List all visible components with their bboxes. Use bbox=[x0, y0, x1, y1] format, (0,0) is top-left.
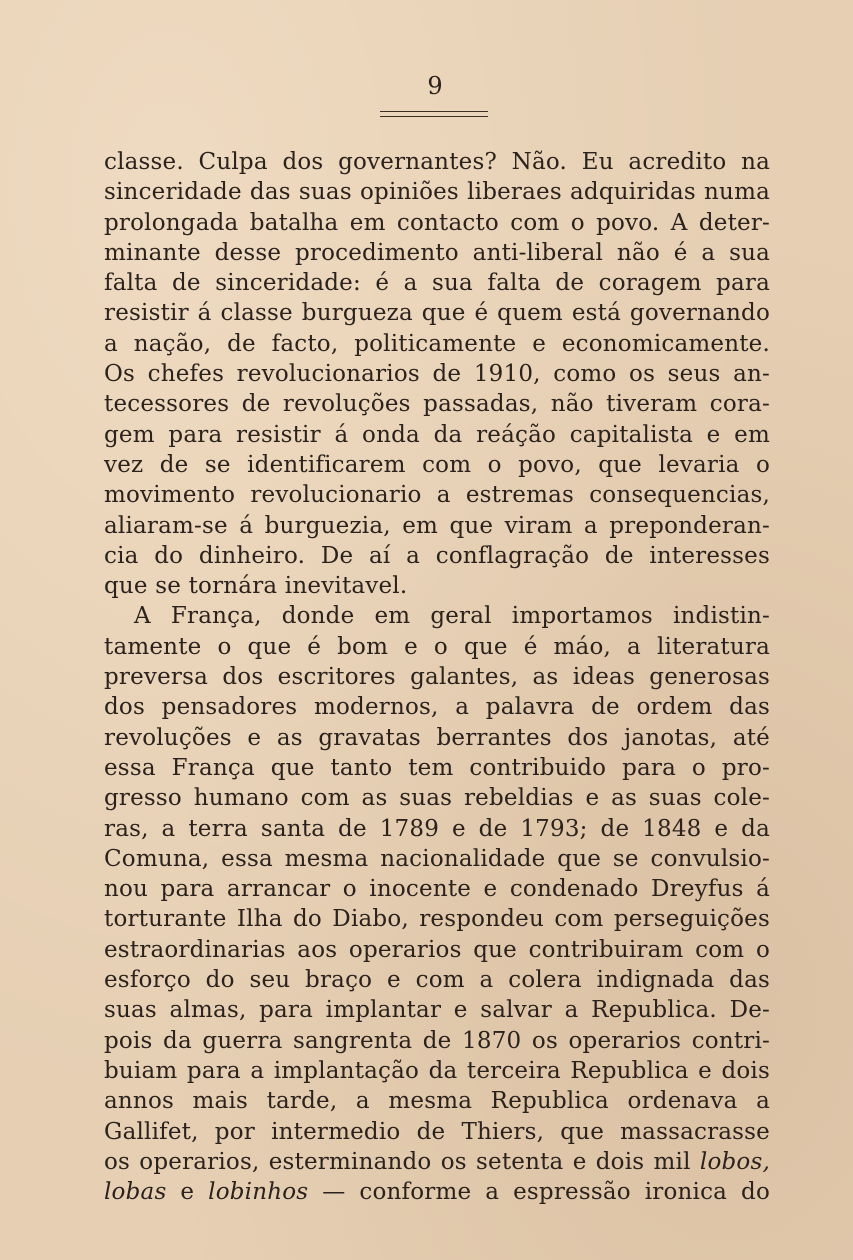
text-line: revoluções e as gravatas berrantes dos janotas, até bbox=[104, 724, 770, 751]
text-line: Gallifet, por intermedio de Thiers, que massacrasse bbox=[104, 1118, 770, 1145]
text-line: que se tornára inevitavel. bbox=[104, 573, 408, 600]
text-line: dos pensadores modernos, a palavra de ordem das bbox=[104, 694, 770, 721]
text-line: tecessores de revoluções passadas, não tiveram cora- bbox=[104, 391, 770, 418]
text-line: movimento revolucionario a estremas consequencias, bbox=[104, 482, 770, 509]
italic-word: lobos, bbox=[699, 1148, 770, 1175]
text-line: sinceridade das suas opiniões liberaes adquiridas numa bbox=[104, 179, 770, 206]
text-line: falta de sinceridade: é a sua falta de coragem para bbox=[104, 270, 770, 297]
text-segment: — conforme a espressão ironica do bbox=[308, 1179, 770, 1206]
text-line: annos mais tarde, a mesma Republica ordenava a bbox=[104, 1088, 770, 1115]
text-line: classe. Culpa dos governantes? Não. Eu acredito na bbox=[104, 149, 770, 175]
text-line: tamente o que é bom e o que é máo, a literatura bbox=[104, 633, 770, 660]
italic-word: lobas bbox=[104, 1179, 167, 1206]
text-line: nou para arrancar o inocente e condenado Dreyfus á bbox=[104, 876, 770, 903]
text-line: suas almas, para implantar e salvar a Republica. De- bbox=[104, 997, 770, 1024]
text-line: estraordinarias aos operarios que contribuiram com o bbox=[104, 936, 770, 963]
text-line: a nação, de facto, politicamente e economicamente. bbox=[104, 330, 770, 357]
text-line: torturante Ilha do Diabo, respondeu com perseguições bbox=[104, 906, 770, 933]
text-line: aliaram-se á burguezia, em que viram a preponderan- bbox=[104, 512, 770, 539]
body-text bbox=[104, 147, 770, 1207]
text-line: esforço do seu braço e com a colera indignada das bbox=[104, 967, 770, 994]
text-line: preversa dos escritores galantes, as ideas generosas bbox=[104, 664, 770, 691]
text-line: cia do dinheiro. De aí a conflagração de interesses bbox=[104, 542, 770, 569]
text-line: Os chefes revolucionarios de 1910, como os seus an- bbox=[104, 361, 770, 388]
text-line: Comuna, essa mesma nacionalidade que se convulsio- bbox=[104, 845, 770, 872]
text-line: vez de se identificarem com o povo, que levaria o bbox=[104, 451, 770, 478]
header-rule bbox=[380, 111, 488, 117]
text-line bbox=[104, 1147, 770, 1177]
page-number: 9 bbox=[427, 72, 443, 100]
text-line bbox=[104, 1177, 770, 1207]
text-segment: os operarios, esterminando os setenta e dois mil bbox=[104, 1148, 700, 1175]
text-segment: e bbox=[166, 1179, 209, 1206]
text-line: minante desse procedimento anti-liberal não é a sua bbox=[104, 239, 770, 266]
text-line: prolongada batalha em contacto com o povo. A deter- bbox=[104, 209, 770, 236]
text-line: essa França que tanto tem contribuido para o pro- bbox=[104, 754, 770, 781]
text-line: resistir á classe burgueza que é quem está governando bbox=[104, 300, 770, 327]
text-line: gem para resistir á onda da reáção capitalista e em bbox=[104, 421, 770, 448]
text-line: gresso humano com as suas rebeldias e as suas cole- bbox=[104, 785, 770, 812]
text-line: A França, donde em geral importamos indistin- bbox=[134, 603, 770, 630]
text-line: pois da guerra sangrenta de 1870 os operarios contri- bbox=[104, 1027, 770, 1054]
text-line: ras, a terra santa de 1789 e de 1793; de 1848 e da bbox=[104, 815, 770, 842]
italic-word: lobinhos bbox=[208, 1179, 309, 1206]
text-line: buiam para a implantação da terceira Republica e dois bbox=[104, 1057, 770, 1084]
